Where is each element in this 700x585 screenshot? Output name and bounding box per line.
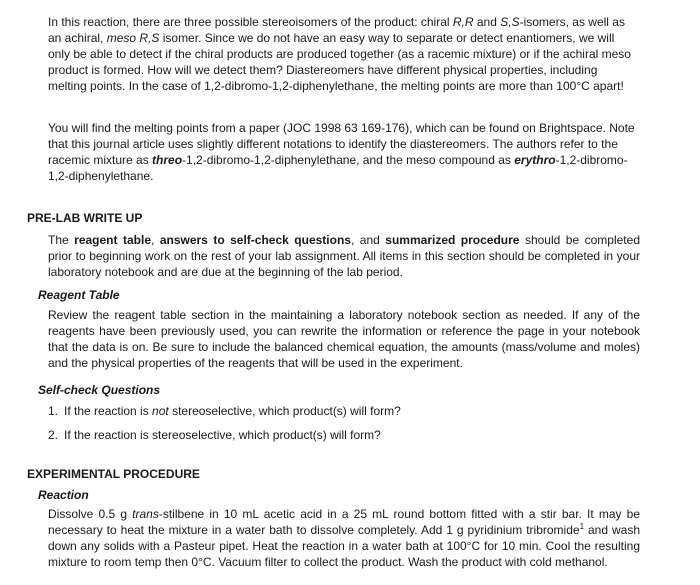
prelab-paragraph: The reagent table, answers to self-check questions, and summarized procedure should be completed prior to beginning work on the rest of your lab assignment. All items in this section should be completed in your laboratory notebook and are due at the beginning of the lab period. [48, 233, 640, 279]
reagent-table-heading: Reagent Table [38, 288, 120, 302]
intro-paragraph-1: In this reaction, there are three possible stereoisomers of the product: chiral R,R and S,S-isomers, as well as an achiral, meso R,S isomer. Since we do not have an easy way to separate or detect enantiomers, we will only be able to detect if the chiral products are produced together (as a racemic mixture) or if the achiral meso product is formed. How will we detect them? Diastereomers have different physical properties, including melting points. In the case of 1,2-dibromo-1,2-diphenylethane, the melting points are more than 100°C apart! [48, 15, 631, 93]
reagent-table-paragraph: Review the reagent table section in the maintaining a laboratory notebook section as needed. If any of the reagents have been previously used, you can rewrite the information or reference the page in your notebook that the data is on. Be sure to include the balanced chemical equation, the amounts (mass/volume and moles) and the physical properties of the reagents that will be used in the experiment. [48, 308, 640, 370]
footnote-marker: 1 [579, 522, 585, 531]
reaction-paragraph: Dissolve 0.5 g trans-stilbene in 10 mL acetic acid in a 25 mL round bottom fitted with a stir bar. It may be necessary to heat the mixture in a water bath to dissolve completely. Add 1 g pyridinium tribromide$^1$ and wash down any solids with a Pasteur pipet. Heat the reaction in a water bath at 100°C for 10 min. Cool the resulting mixture to room temp then 0°C. Vacuum filter to collect the product. Wash the product with cold methanol. [48, 507, 641, 569]
self-check-item: 2. If the reaction is stereoselective, which product(s) will form? [48, 428, 381, 442]
prelab-heading: PRE-LAB WRITE UP [27, 211, 143, 225]
meso-isomer-label: meso R,S [106, 31, 160, 45]
threo-term: threo [152, 153, 183, 167]
procedure-heading: EXPERIMENTAL PROCEDURE [27, 467, 200, 481]
reaction-heading: Reaction [38, 488, 89, 502]
trans-term: trans [132, 507, 159, 521]
rr-isomer-label: R,R [452, 15, 474, 29]
ss-isomer-label: S,S [500, 15, 520, 29]
intro-paragraph-2: You will find the melting points from a paper (JOC 1998 63 169-176), which can be found on Brightspace. Note that this journal article uses slightly different notations to identify the diastereomers. The authors refer to the racemic mixture as threo-1,2-dibromo-1,2-diphenylethane, and the meso compound as erythro-1,2-dibromo-1,2-diphenylethane. [48, 121, 635, 183]
self-check-item: 1. If the reaction is not stereoselective, which product(s) will form? [48, 404, 401, 418]
self-check-heading: Self-check Questions [38, 383, 161, 397]
erythro-term: erythro [514, 153, 556, 167]
